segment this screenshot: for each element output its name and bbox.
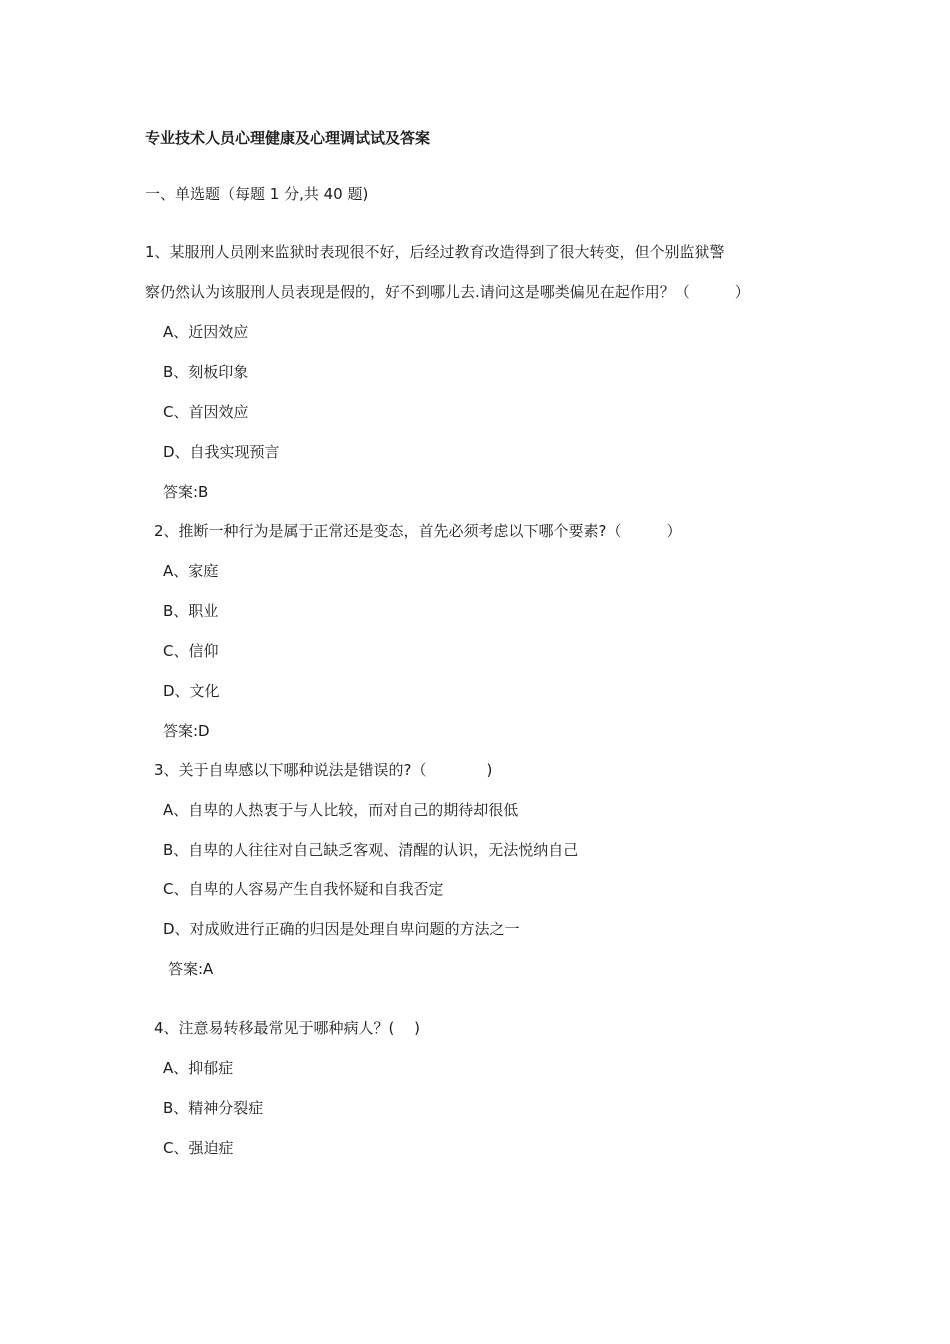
question-3-option-a: A、自卑的人热衷于与人比较，而对自己的期待却很低 — [163, 801, 519, 819]
question-1-option-a: A、近因效应 — [163, 323, 249, 341]
question-2-stem: 2、推断一种行为是属于正常还是变态，首先必须考虑以下哪个要素?（ ） — [154, 522, 682, 540]
question-4-option-a: A、抑郁症 — [163, 1059, 234, 1077]
question-1-stem-line-2: 察仍然认为该服刑人员表现是假的，好不到哪儿去.请问这是哪类偏见在起作用？（ ） — [145, 283, 750, 301]
question-3-answer: 答案:A — [168, 960, 214, 978]
question-1-stem-line-1: 1、某服刑人员刚来监狱时表现很不好，后经过教育改造得到了很大转变，但个别监狱警 — [145, 243, 725, 261]
question-2-option-b: B、职业 — [163, 602, 219, 620]
question-2-option-d: D、文化 — [163, 682, 220, 700]
question-1-option-b: B、刻板印象 — [163, 363, 249, 381]
question-1-answer: 答案:B — [163, 483, 209, 501]
section-heading: 一、单选题（每题 1 分,共 40 题) — [145, 185, 369, 203]
question-3-option-b: B、自卑的人往往对自己缺乏客观、清醒的认识，无法悦纳自己 — [163, 841, 579, 859]
question-1-option-c: C、首因效应 — [163, 403, 249, 421]
question-2-option-c: C、信仰 — [163, 642, 219, 660]
question-3-option-d: D、对成败进行正确的归因是处理自卑问题的方法之一 — [163, 920, 520, 938]
question-4-stem: 4、注意易转移最常见于哪种病人？( ) — [154, 1019, 421, 1037]
question-1-option-d: D、自我实现预言 — [163, 443, 280, 461]
document-title: 专业技术人员心理健康及心理调试试及答案 — [145, 129, 431, 147]
question-3-stem: 3、关于自卑感以下哪种说法是错误的?（ ) — [154, 761, 493, 779]
question-4-option-b: B、精神分裂症 — [163, 1099, 264, 1117]
question-3-option-c: C、自卑的人容易产生自我怀疑和自我否定 — [163, 880, 444, 898]
question-4-option-c: C、强迫症 — [163, 1139, 234, 1157]
question-2-option-a: A、家庭 — [163, 562, 219, 580]
question-2-answer: 答案:D — [163, 722, 210, 740]
